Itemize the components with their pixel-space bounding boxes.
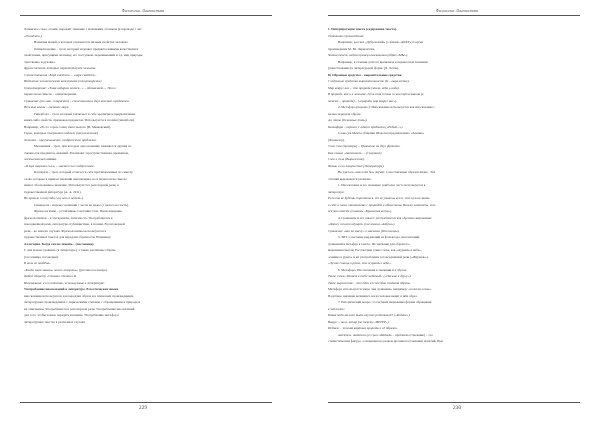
text-line: Словосочетания «Заря смеётся» – «заря смеётся». — [24, 72, 97, 77]
text-line: (Фольклор). — [328, 137, 345, 142]
text-line: Герои, которые совершают подвиги (преувеличение) — [24, 131, 99, 135]
text-line: Слов и сила (Выражение). — [328, 157, 365, 161]
text-line: фразеологизмов – в эти времена, античность. Употребляются в — [24, 215, 113, 220]
text-line: иносказания используются для передачи образа и в эпических произведениях, — [24, 293, 135, 298]
text-line: Подобное значение возникает, когда человек видит в нём образ. — [328, 293, 418, 298]
text-line: Аллегория. Когда сам не знаешь... (пословица). — [24, 241, 95, 246]
text-line: Сила слов (примеры) – Уравнение на двух фронтах. — [328, 144, 401, 148]
text-line: «Дорогу осилит идущий» (пословица «Азбука»). — [328, 222, 396, 226]
text-line: Синекдоха – перенос названия с части на целое (с целого на часть). — [34, 202, 129, 207]
text-line: Олицетворение – троп, который наделяет предметы живыми качествами и — [34, 46, 139, 51]
text-line: оттенки выражаются различно. — [328, 176, 372, 181]
header-rule — [20, 15, 272, 16]
text-line: чувственно и духовно. — [24, 59, 56, 64]
text-line: 2. Метафора (перенос): Иносказание используется как иносказание с — [338, 105, 435, 109]
text-line: В ночь не пойдёшь. — [24, 261, 51, 265]
text-line: Ал. типы (Основные типы). — [328, 118, 368, 122]
page-number: 229 — [138, 405, 148, 411]
text-line: В природе, как и в человеке, есть своя жизнь и свои переживания (в — [328, 92, 424, 96]
text-line: логическая метонимия. — [24, 157, 57, 161]
text-line: Например, в течении долгого времени и в переносном значении — [338, 59, 428, 64]
text-line: тексте – природа) – («природа мир вокруг нас»). — [328, 98, 398, 103]
text-line: о себе и своих отношениях с природой и обществом. Важно заметить, что — [328, 202, 436, 207]
text-line: Не удалось «как если бы» звучит. Сопоставление образов видно. Эти — [338, 170, 436, 174]
text-line: Дайте обороту «Сказано сделано» Б. — [24, 274, 77, 278]
text-line: Гипербола – троп, который заключает в себе чрезмерное преувеличение — [34, 111, 136, 116]
text-line: «Лучше синица в руках, чем журавль в небе». — [328, 261, 392, 265]
text-line: художественных текстах для передачи образности. Например: — [24, 235, 112, 239]
text-line: литературе: — [328, 189, 345, 194]
text-line: художественной литературе (А. А. 2011). — [24, 189, 82, 194]
text-line: Пейзаж – точная картина природы и её образов. — [328, 326, 398, 330]
text-line: каких-либо свойств, признаков предметов. Используется в поэзии (гипербола). — [24, 118, 135, 122]
text-line: Фразеологизмы – устойчивые сочетания слов. Происхождение — [34, 209, 122, 213]
text-line: Мир вокруг нас – это природа (земля, небо и вода). — [328, 85, 400, 90]
text-line: Как сказал «Антонович» – (Сказание). — [328, 150, 383, 155]
footer-rule — [20, 402, 272, 403]
left-page-body — [24, 26, 272, 325]
left-page — [0, 0, 286, 424]
text-line: Жизнь и его творчество (Литература). — [328, 163, 385, 168]
text-line: Если ты не будешь стремиться, то не узнаешь всего, что нужно знать — [328, 196, 430, 200]
running-head: Филология. Лингвистика — [121, 8, 165, 13]
text-line: их описанием. Употребляются в разговорной речи. Употребление иносказаний — [24, 306, 135, 311]
text-line: «Огонёчки»). — [24, 33, 43, 38]
text-line: Катахреза – троп, который сочетает в себе противоречивые по смыслу — [34, 170, 133, 174]
text-line: 1. Интерпретация текста (содержание текста). — [328, 27, 397, 31]
right-page-body — [328, 26, 578, 345]
text-line: 5. ЗИТ. Сочетание выражений из фольклора, иносказаний, — [338, 235, 420, 239]
text-line: 4. Сравнение и его смысл: употребляется как образное выражение: — [338, 215, 433, 220]
text-line: Употребление иносказаний в литературе. В поэтическом языке — [24, 287, 119, 291]
text-line: «Я три тарелки съел» – значит съел содержимое. — [24, 163, 95, 168]
text-line: Названия вещей, в которых отражаются личные свойства человека. — [34, 40, 129, 44]
text-line: С чем можно сравнить (в литературе), а также различные образы. — [24, 248, 117, 252]
text-line: Олицетворение: «Зима недаром злится...» – обозначает.... Это в — [24, 85, 116, 90]
text-line: выражения мысли. Рассмотрим такие слова, как «журавль в небе», — [328, 248, 422, 252]
text-line: свойствами, присущими человеку, его поступкам, переживаниям и т.д. мир природы, — [24, 53, 144, 57]
text-line: 1. Иносказание и его значение: наиболее часто используется в — [338, 183, 426, 187]
text-line: Такие слова «Пишет к тебе любимый» («Письмо к другу»). — [328, 274, 412, 278]
text-line: Метафора используется чаще, чем сравнение, например: «золотая осень». — [328, 287, 432, 291]
text-line: имеют обоснованное значение. Используется в разговорной речи, в — [24, 183, 119, 187]
text-line: Слово уж Мечты общения Шоколад предназначено «Аленке» — [338, 131, 425, 135]
page-number: 230 — [452, 405, 462, 411]
text-line: Литота – преуменьшение, изображение предмета. — [24, 137, 97, 142]
text-line: к читателю: — [328, 306, 345, 311]
header-rule — [328, 15, 580, 16]
text-line: (пословицы, поговорки). — [24, 254, 59, 259]
text-line: слова, которые в прямом значении невозможны, но в переносном смысле — [24, 176, 127, 181]
footer-rule — [328, 402, 580, 403]
text-line: Вокруг – поле, ветер (по тексту «ВЕТЕР»). — [328, 319, 390, 324]
text-line: Читая текст, видим пример иносказания (образ «МЫ»). — [328, 53, 409, 57]
text-line: Например, рассказ «Дубровский» (о жизни «АККУ») Сергея — [338, 40, 423, 44]
text-line: речи – во многих случаях. Фразеологизмы используются в — [24, 228, 107, 233]
text-line: Б) Образные средства – выразительные средства: — [328, 72, 403, 77]
text-line: Не прошло и полугода («ну вот и неделя»). — [24, 196, 84, 200]
text-line: Антитеза. Антитеза (от греч. antithesis – противопоставление) – это — [338, 332, 433, 337]
text-line: Следующие средства выразительности (К – выражение). — [328, 79, 410, 83]
text-line: Сравнение «как по маслу» в значении (Пословицы). — [328, 228, 400, 233]
text-line: Латинское слово огонёк, передаёт значение с маленьким оттенком (в переводе с лат. — [24, 27, 143, 31]
text-line: «синица в руках» и их употребление в повседневной речи («Журавль»). — [328, 254, 429, 259]
text-line: всё это вместе (символы «Крымская весна»). — [328, 209, 393, 213]
text-line: Такое выражение – это один из способов создания образа. — [328, 280, 411, 285]
text-line: литературных текстах в различных случаях. — [24, 319, 86, 324]
text-line: Другие явления, которые характеризуют человека. — [24, 66, 97, 70]
text-line: повседневной речи, литературе, публицистике, в поэзии. В разговорной — [24, 222, 125, 226]
text-line: сравнений и метафор в тексте. Их значение для образного — [328, 241, 410, 246]
text-line: Нежные волны – ласковое море. — [24, 105, 70, 109]
text-line: стилистическая фигура, основанная на резком противопоставлении понятий. При — [328, 339, 443, 343]
text-line: смежности предметов, явлений. Различают: пространственная, временная, — [24, 150, 129, 155]
text-line: (повествование) в литературной форме (Д. Лоток). — [328, 66, 400, 70]
text-line: целью передачи образа. — [328, 111, 362, 116]
text-line: 7. Риторический вопрос: Сочетание выражения формы обращения — [338, 300, 432, 304]
text-line: для того, чтобы точнее передать значение. Употребление метафор в — [24, 313, 119, 317]
text-line: произведение М. Ю. Лермонтова. — [328, 46, 376, 51]
text-line: Наделение человеческими качествами (олицетворение) — [24, 79, 102, 83]
text-line: литературных произведениях с лирическими стихами, с обращениями к природе и — [24, 300, 141, 304]
text-line: Метонимия – троп, при котором одно название заменяется другим по — [34, 144, 132, 148]
text-line: Толкование произведения: — [328, 33, 365, 38]
text-line: Катафора – перенос с одного предмета («Ребят...»). — [328, 124, 404, 129]
text-line: «Когда мало знаешь, много говоришь» (русская пословица). — [24, 267, 108, 272]
text-line: Иносказание и его оттенки, используемые в литературе. — [24, 280, 105, 285]
right-page — [314, 0, 600, 424]
text-line: Какая вода может быть вкуснее родниковой? («Родник»). — [328, 313, 411, 317]
text-line: переносном смысле – олицетворение. — [24, 92, 77, 96]
text-line: Сравнение (от лат. comparatio) – сопоставление двух явлений, предметов. — [24, 98, 130, 103]
text-line: 6. Метафора. Иносказание в значении и в образе. — [338, 267, 408, 272]
running-head: Филология. Лингвистика — [435, 8, 479, 13]
text-line: Например, «В сто сорок солнц закат пылал» (В. Маяковский). — [24, 124, 111, 129]
